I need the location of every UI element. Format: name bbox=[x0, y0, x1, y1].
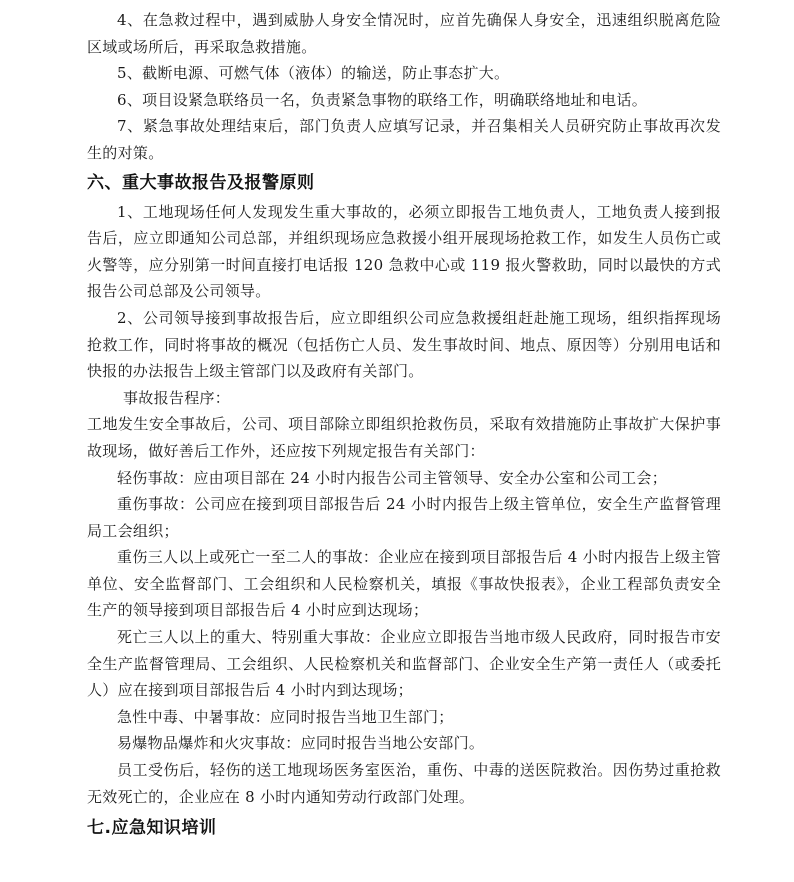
paragraph-report-2: 2、公司领导接到事故报告后，应立即组织公司应急救援组赶赴施工现场，组织指挥现场抢救工作，同时将事故的概况（包括伤亡人员、发生事故时间、地点、原因等）分别用电话和快报的办法报告上级主管部门以及政府有关部门。 bbox=[87, 308, 721, 381]
multi-injury-rule: 重伤三人以上或死亡一至二人的事故：企业应在接到项目部报告后 4 小时内报告上级主管单位、安全监督部门、工会组织和人民检察机关，填报《事故快报表》，企业工程部负责安全生产的领导接到项目部报告后 4 小时应到达现场； bbox=[87, 548, 721, 620]
paragraph-item-5: 5、截断电源、可燃气体（液体）的输送，防止事态扩大。 bbox=[117, 64, 510, 83]
poisoning-rule: 急性中毒、中暑事故：应同时报告当地卫生部门； bbox=[117, 707, 454, 726]
serious-injury-rule: 重伤事故：公司应在接到项目部报告后 24 小时内报告上级主管单位，安全生产监督管理局工会组织； bbox=[87, 495, 721, 540]
section-heading-7: 七.应急知识培训 bbox=[87, 818, 217, 839]
paragraph-item-6: 6、项目设紧急联络员一名，负责紧急事物的联络工作，明确联络地址和电话。 bbox=[117, 90, 648, 109]
major-accident-rule: 死亡三人以上的重大、特别重大事故：企业应立即报告当地市级人民政府，同时报告市安全生产监督管理局、工会组织、人民检察机关和监督部门、企业安全生产第一责任人（或委托人）应在接到项目部报告后 4 小时内到达现场； bbox=[87, 628, 721, 700]
light-injury-rule: 轻伤事故：应由项目部在 24 小时内报告公司主管领导、安全办公室和公司工会； bbox=[117, 468, 668, 487]
procedure-title: 事故报告程序： bbox=[123, 388, 231, 407]
paragraph-report-1: 1、工地现场任何人发现发生重大事故的，必须立即报告工地负责人，工地负责人接到报告后，应立即通知公司总部，并组织现场应急救援小组开展现场抢救工作，如发生人员伤亡或火警等，应分别第一时间直接打电话报 120 急救中心或 119 报火警救助，同时以最快的方式报告公司总部及公司领导。 bbox=[87, 202, 721, 301]
employee-injury-rule: 员工受伤后，轻伤的送工地现场医务室医治，重伤、中毒的送医院救治。因伤势过重抢救无效死亡的，企业应在 8 小时内通知劳动行政部门处理。 bbox=[87, 761, 721, 806]
procedure-intro: 工地发生安全事故后，公司、项目部除立即组织抢救伤员，采取有效措施防止事故扩大保护事故现场，做好善后工作外，还应按下列规定报告有关部门： bbox=[87, 415, 721, 460]
section-heading-6: 六、重大事故报告及报警原则 bbox=[87, 172, 315, 193]
paragraph-item-4: 4、在急救过程中，遇到威胁人身安全情况时，应首先确保人身安全，迅速组织脱离危险区域或场所后，再采取急救措施。 bbox=[87, 11, 721, 56]
document-content bbox=[87, 7, 721, 842]
paragraph-item-7: 7、紧急事故处理结束后，部门负责人应填写记录，并召集相关人员研究防止事故再次发生的对策。 bbox=[87, 117, 721, 162]
explosion-rule: 易爆物品爆炸和火灾事故：应同时报告当地公安部门。 bbox=[117, 734, 485, 753]
